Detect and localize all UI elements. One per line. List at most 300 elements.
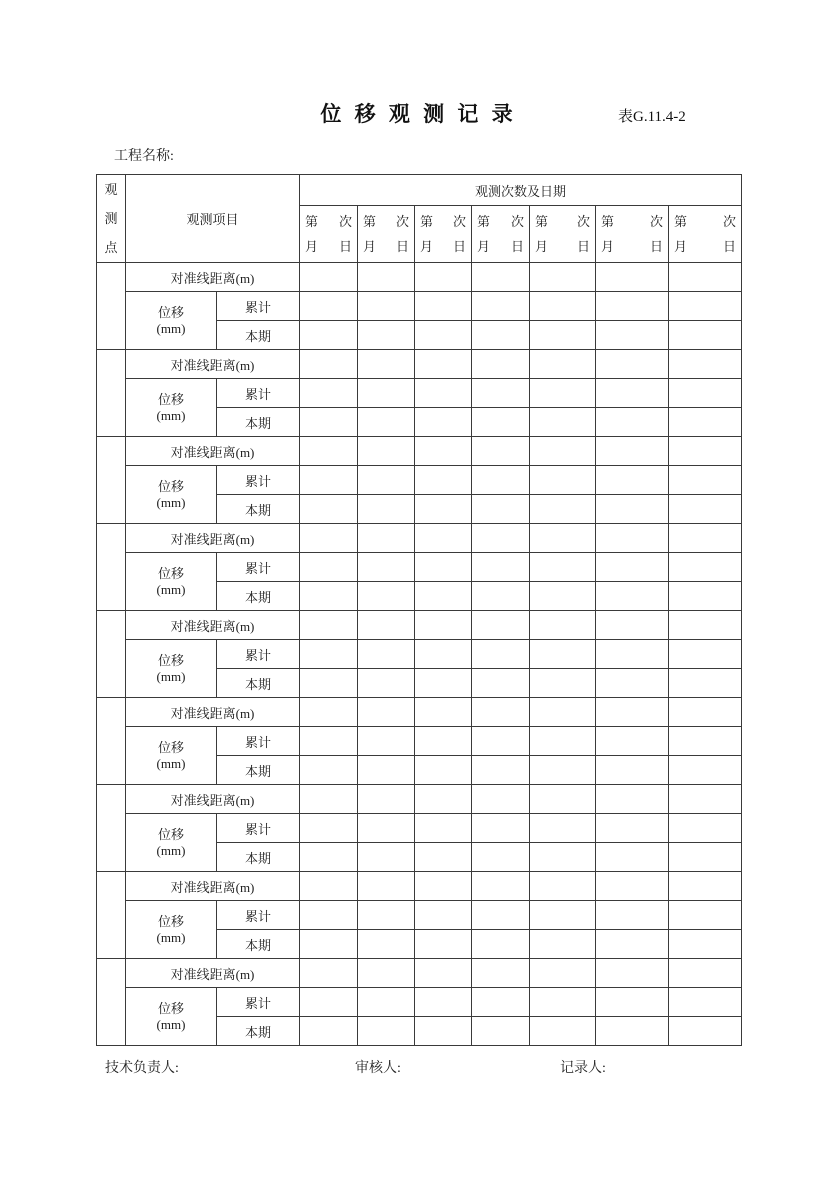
date-column-header-7 [669, 206, 742, 263]
displacement-label [126, 901, 217, 959]
signature-row [0, 1057, 838, 1077]
data-cell [530, 1017, 596, 1046]
month-label: 月 [305, 239, 319, 255]
data-cell [300, 727, 358, 756]
data-cell [596, 727, 669, 756]
data-cell [530, 321, 596, 350]
data-cell [669, 495, 742, 524]
current-period-label: 本期 [217, 495, 300, 524]
cumulative-label: 累计 [217, 814, 300, 843]
data-cell [669, 698, 742, 727]
data-cell [530, 408, 596, 437]
data-cell [472, 756, 530, 785]
data-cell [472, 1017, 530, 1046]
current-period-label: 本期 [217, 321, 300, 350]
current-period-label: 本期 [217, 1017, 300, 1046]
project-name-label: 工程名称: [114, 149, 174, 164]
data-cell [472, 698, 530, 727]
day-label: 日 [453, 239, 467, 255]
data-cell [669, 988, 742, 1017]
displacement-label [126, 292, 217, 350]
page-title: 位 移 观 测 记 录 [320, 102, 517, 126]
cumulative-label: 累计 [217, 292, 300, 321]
data-cell [358, 263, 415, 292]
current-period-label: 本期 [217, 582, 300, 611]
data-cell [669, 263, 742, 292]
data-cell [530, 640, 596, 669]
data-cell [596, 582, 669, 611]
data-cell [596, 669, 669, 698]
data-cell [669, 611, 742, 640]
data-cell [300, 756, 358, 785]
data-cell [472, 901, 530, 930]
observation-point-cell [97, 698, 126, 785]
data-cell [415, 408, 472, 437]
data-cell [415, 350, 472, 379]
displacement-label-line1: 位移 [157, 826, 184, 842]
data-cell [596, 379, 669, 408]
displacement-label-line2: (mm) [156, 1016, 186, 1032]
table-row-cumulative [97, 901, 742, 930]
data-cell [300, 611, 358, 640]
data-cell [358, 321, 415, 350]
table-row-distance [97, 437, 742, 466]
displacement-label-line2: (mm) [156, 755, 186, 771]
table-row-cumulative [97, 553, 742, 582]
data-cell [596, 988, 669, 1017]
data-cell [669, 756, 742, 785]
data-cell [530, 901, 596, 930]
data-cell [415, 901, 472, 930]
data-cell [415, 843, 472, 872]
displacement-label-line1: 位移 [157, 739, 184, 755]
data-cell [358, 524, 415, 553]
current-period-label: 本期 [217, 408, 300, 437]
data-cell [669, 466, 742, 495]
data-cell [669, 1017, 742, 1046]
data-cell [358, 408, 415, 437]
displacement-label-line1: 位移 [157, 478, 184, 494]
data-cell [530, 350, 596, 379]
data-cell [596, 640, 669, 669]
data-cell [472, 379, 530, 408]
data-cell [472, 611, 530, 640]
data-cell [472, 727, 530, 756]
month-label: 月 [535, 239, 549, 255]
cumulative-label: 累计 [217, 553, 300, 582]
observation-point-cell [97, 872, 126, 959]
data-cell [472, 872, 530, 901]
table-row-distance [97, 611, 742, 640]
data-cell [300, 350, 358, 379]
alignment-distance-label: 对准线距离(m) [126, 263, 300, 292]
data-cell [358, 611, 415, 640]
data-cell [669, 350, 742, 379]
data-cell [300, 843, 358, 872]
data-cell [669, 582, 742, 611]
data-cell [530, 263, 596, 292]
data-cell [530, 727, 596, 756]
data-cell [669, 640, 742, 669]
data-cell [415, 988, 472, 1017]
data-cell [472, 292, 530, 321]
data-cell [415, 959, 472, 988]
data-cell [300, 379, 358, 408]
data-cell [300, 1017, 358, 1046]
table-row-cumulative [97, 466, 742, 495]
data-cell [358, 756, 415, 785]
date-column-header-4 [472, 206, 530, 263]
data-cell [669, 959, 742, 988]
data-cell [358, 466, 415, 495]
displacement-label-line1: 位移 [157, 391, 184, 407]
data-cell [596, 698, 669, 727]
data-cell [669, 292, 742, 321]
data-cell [669, 814, 742, 843]
data-cell [300, 553, 358, 582]
data-cell [300, 640, 358, 669]
data-cell [415, 495, 472, 524]
ordinal-suffix-label: 次 [511, 213, 525, 229]
data-cell [358, 640, 415, 669]
data-cell [358, 901, 415, 930]
data-cell [358, 495, 415, 524]
table-row-cumulative [97, 640, 742, 669]
alignment-distance-label: 对准线距离(m) [126, 698, 300, 727]
data-cell [596, 785, 669, 814]
data-cell [472, 408, 530, 437]
table-row-distance [97, 872, 742, 901]
date-column-header-5 [530, 206, 596, 263]
data-cell [415, 466, 472, 495]
data-cell [300, 321, 358, 350]
data-cell [530, 872, 596, 901]
observation-point-cell [97, 959, 126, 1046]
data-cell [300, 988, 358, 1017]
data-cell [415, 437, 472, 466]
observation-point-label: 观测点 [104, 182, 118, 255]
data-cell [358, 292, 415, 321]
day-label: 日 [396, 239, 410, 255]
data-cell [358, 698, 415, 727]
data-cell [596, 553, 669, 582]
data-cell [530, 437, 596, 466]
data-cell [472, 582, 530, 611]
ordinal-prefix-label: 第 [420, 213, 434, 229]
current-period-label: 本期 [217, 843, 300, 872]
data-cell [358, 988, 415, 1017]
data-cell [358, 785, 415, 814]
ordinal-prefix-label: 第 [674, 213, 688, 229]
alignment-distance-label: 对准线距离(m) [126, 350, 300, 379]
ordinal-prefix-label: 第 [535, 213, 549, 229]
data-cell [472, 321, 530, 350]
month-label: 月 [674, 239, 688, 255]
displacement-label-line2: (mm) [156, 668, 186, 684]
data-cell [415, 669, 472, 698]
month-label: 月 [363, 239, 377, 255]
form-number: 表G.11.4-2 [618, 109, 686, 125]
data-cell [596, 814, 669, 843]
data-cell [530, 582, 596, 611]
data-cell [415, 930, 472, 959]
data-cell [358, 669, 415, 698]
displacement-label [126, 379, 217, 437]
data-cell [669, 669, 742, 698]
date-column-header-1 [300, 206, 358, 263]
data-cell [300, 524, 358, 553]
data-cell [669, 901, 742, 930]
data-cell [530, 756, 596, 785]
data-cell [472, 669, 530, 698]
table-row-cumulative [97, 292, 742, 321]
displacement-label-line2: (mm) [156, 320, 186, 336]
date-column-header-3 [415, 206, 472, 263]
data-cell [472, 785, 530, 814]
displacement-label-line1: 位移 [157, 1000, 184, 1016]
data-cell [669, 321, 742, 350]
month-label: 月 [477, 239, 491, 255]
data-cell [530, 698, 596, 727]
displacement-label [126, 553, 217, 611]
data-cell [596, 292, 669, 321]
current-period-label: 本期 [217, 669, 300, 698]
data-cell [300, 495, 358, 524]
table-row-cumulative [97, 727, 742, 756]
data-cell [415, 263, 472, 292]
day-label: 日 [511, 239, 525, 255]
data-cell [415, 524, 472, 553]
data-cell [358, 872, 415, 901]
data-cell [358, 350, 415, 379]
data-cell [300, 408, 358, 437]
data-cell [669, 727, 742, 756]
data-cell [415, 727, 472, 756]
data-cell [415, 698, 472, 727]
data-cell [300, 437, 358, 466]
displacement-label-line1: 位移 [157, 913, 184, 929]
alignment-distance-label: 对准线距离(m) [126, 524, 300, 553]
data-cell [596, 611, 669, 640]
data-cell [300, 785, 358, 814]
table-row-distance [97, 524, 742, 553]
data-cell [596, 524, 669, 553]
table-row-distance [97, 698, 742, 727]
data-cell [530, 524, 596, 553]
data-cell [596, 466, 669, 495]
data-cell [415, 785, 472, 814]
data-cell [415, 640, 472, 669]
alignment-distance-label: 对准线距离(m) [126, 872, 300, 901]
data-cell [596, 843, 669, 872]
data-cell [358, 959, 415, 988]
data-cell [300, 901, 358, 930]
data-cell [472, 640, 530, 669]
observation-point-cell [97, 611, 126, 698]
data-cell [530, 930, 596, 959]
displacement-label-line2: (mm) [156, 581, 186, 597]
data-cell [530, 785, 596, 814]
data-cell [530, 814, 596, 843]
data-cell [472, 553, 530, 582]
data-cell [300, 263, 358, 292]
table-row-cumulative [97, 379, 742, 408]
ordinal-suffix-label: 次 [650, 213, 664, 229]
data-cell [358, 437, 415, 466]
data-cell [300, 698, 358, 727]
data-cell [472, 843, 530, 872]
data-cell [358, 1017, 415, 1046]
displacement-label [126, 727, 217, 785]
data-cell [300, 872, 358, 901]
data-cell [596, 1017, 669, 1046]
data-cell [358, 553, 415, 582]
data-cell [596, 495, 669, 524]
data-cell [300, 930, 358, 959]
data-cell [530, 611, 596, 640]
data-cell [472, 959, 530, 988]
displacement-label [126, 466, 217, 524]
data-cell [300, 669, 358, 698]
displacement-label-line2: (mm) [156, 929, 186, 945]
table-row-distance [97, 959, 742, 988]
month-label: 月 [601, 239, 615, 255]
day-label: 日 [723, 239, 737, 255]
cumulative-label: 累计 [217, 640, 300, 669]
data-cell [669, 524, 742, 553]
cumulative-label: 累计 [217, 988, 300, 1017]
data-cell [415, 379, 472, 408]
data-cell [415, 611, 472, 640]
header-observation-item: 观测项目 [126, 175, 300, 263]
header-observation-point [97, 175, 126, 263]
displacement-label [126, 988, 217, 1046]
cumulative-label: 累计 [217, 379, 300, 408]
ordinal-prefix-label: 第 [477, 213, 491, 229]
data-cell [669, 843, 742, 872]
data-cell [358, 727, 415, 756]
data-cell [300, 582, 358, 611]
data-cell [596, 408, 669, 437]
data-cell [415, 1017, 472, 1046]
table-row-distance [97, 263, 742, 292]
data-cell [472, 495, 530, 524]
ordinal-prefix-label: 第 [601, 213, 615, 229]
alignment-distance-label: 对准线距离(m) [126, 785, 300, 814]
data-cell [669, 872, 742, 901]
ordinal-suffix-label: 次 [577, 213, 591, 229]
day-label: 日 [339, 239, 353, 255]
displacement-label-line2: (mm) [156, 494, 186, 510]
data-cell [472, 466, 530, 495]
data-cell [530, 495, 596, 524]
ordinal-suffix-label: 次 [396, 213, 410, 229]
data-cell [415, 814, 472, 843]
data-cell [472, 263, 530, 292]
day-label: 日 [650, 239, 664, 255]
ordinal-prefix-label: 第 [305, 213, 319, 229]
table-row-distance [97, 785, 742, 814]
data-cell [596, 437, 669, 466]
data-cell [596, 901, 669, 930]
data-cell [596, 350, 669, 379]
displacement-label-line1: 位移 [157, 652, 184, 668]
data-cell [530, 959, 596, 988]
alignment-distance-label: 对准线距离(m) [126, 959, 300, 988]
data-cell [596, 263, 669, 292]
data-cell [669, 408, 742, 437]
header-times-and-dates: 观测次数及日期 [300, 175, 742, 206]
data-cell [530, 843, 596, 872]
data-cell [358, 379, 415, 408]
current-period-label: 本期 [217, 756, 300, 785]
data-cell [669, 553, 742, 582]
ordinal-suffix-label: 次 [453, 213, 467, 229]
data-cell [415, 582, 472, 611]
data-cell [415, 756, 472, 785]
observation-point-cell [97, 437, 126, 524]
reviewer-label: 审核人: [355, 1061, 401, 1076]
alignment-distance-label: 对准线距离(m) [126, 611, 300, 640]
data-cell [472, 437, 530, 466]
data-cell [530, 669, 596, 698]
observation-table [96, 174, 742, 1046]
day-label: 日 [577, 239, 591, 255]
recorder-label: 记录人: [560, 1061, 606, 1076]
data-cell [669, 437, 742, 466]
alignment-distance-label: 对准线距离(m) [126, 437, 300, 466]
data-cell [472, 524, 530, 553]
data-cell [472, 930, 530, 959]
data-cell [530, 553, 596, 582]
cumulative-label: 累计 [217, 901, 300, 930]
data-cell [415, 872, 472, 901]
table-row-cumulative [97, 988, 742, 1017]
data-cell [596, 321, 669, 350]
displacement-label [126, 814, 217, 872]
data-cell [472, 350, 530, 379]
ordinal-prefix-label: 第 [363, 213, 377, 229]
table-row-cumulative [97, 814, 742, 843]
data-cell [358, 582, 415, 611]
observation-point-cell [97, 350, 126, 437]
data-cell [472, 988, 530, 1017]
data-cell [530, 292, 596, 321]
technical-director-label: 技术负责人: [105, 1061, 179, 1076]
table-row-distance [97, 350, 742, 379]
month-label: 月 [420, 239, 434, 255]
data-cell [300, 814, 358, 843]
data-cell [530, 466, 596, 495]
displacement-label-line2: (mm) [156, 842, 186, 858]
date-column-header-6 [596, 206, 669, 263]
data-cell [530, 988, 596, 1017]
displacement-label-line2: (mm) [156, 407, 186, 423]
data-cell [669, 379, 742, 408]
observation-point-cell [97, 263, 126, 350]
data-cell [669, 785, 742, 814]
date-column-header-2 [358, 206, 415, 263]
data-cell [530, 379, 596, 408]
data-cell [596, 930, 669, 959]
displacement-label [126, 640, 217, 698]
data-cell [300, 959, 358, 988]
data-cell [596, 959, 669, 988]
data-cell [472, 814, 530, 843]
data-cell [300, 466, 358, 495]
displacement-label-line1: 位移 [157, 304, 184, 320]
cumulative-label: 累计 [217, 727, 300, 756]
